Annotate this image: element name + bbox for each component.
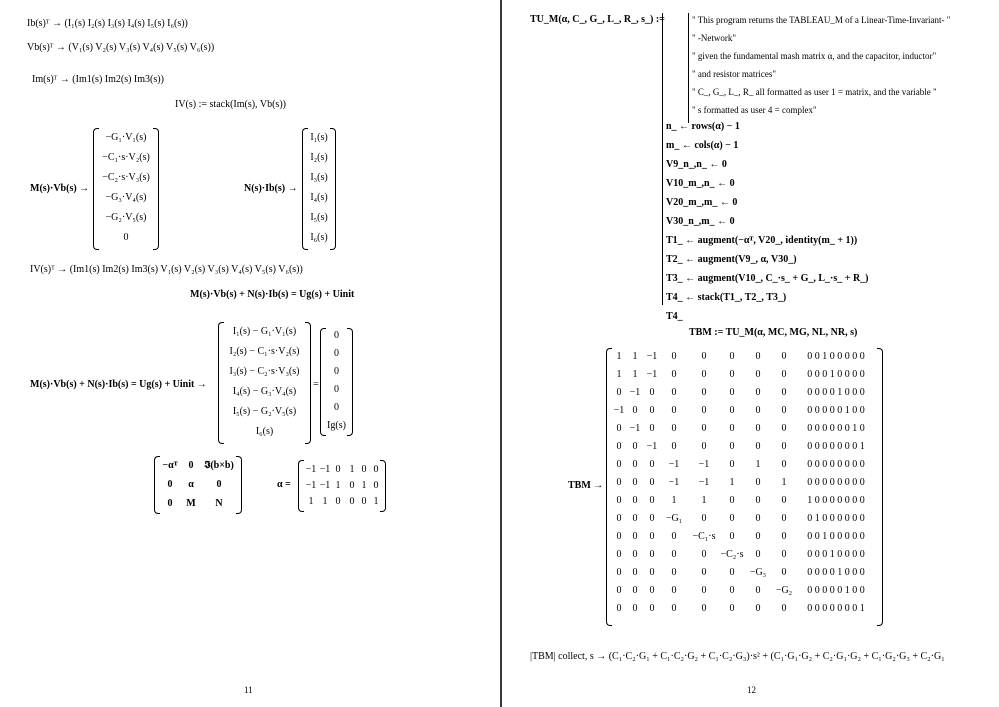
matrix-cell: 0 — [649, 513, 655, 524]
matrix-cell: 0 0 0 0 0 0 0 0 — [807, 459, 865, 470]
vector-entry: I₄(s) − G₃·V₄(s) — [232, 386, 297, 397]
vector-entry: I₅(s) — [310, 212, 328, 223]
matrix-cell: 0 — [701, 585, 707, 596]
vector-entry: I₁(s) − G₁·V₁(s) — [232, 326, 297, 337]
matrix-cell: 0 — [616, 477, 622, 488]
matrix-cell: 0 — [616, 459, 622, 470]
matrix-cell: 0 — [373, 464, 379, 475]
matrix-cell: 0 — [781, 369, 787, 380]
matrix-cell: 0 0 0 0 0 0 0 0 — [807, 477, 865, 488]
matrix-cell: 0 — [373, 480, 379, 491]
matrix-cell: 0 — [755, 531, 761, 542]
matrix-cell: 0 — [649, 495, 655, 506]
tbm-matrix — [606, 348, 883, 626]
matrix-cell: 0 — [781, 513, 787, 524]
matrix-cell: 0 — [729, 441, 735, 452]
equals-sign: = — [313, 379, 319, 390]
program-statement: T3_ ← augment(V10_, C_·s_ + G_, L_·s_ + R_) — [666, 273, 869, 284]
matrix-cell: 0 — [671, 567, 677, 578]
matrix-cell: −1 — [646, 351, 658, 362]
matrix-cell: 0 — [649, 477, 655, 488]
matrix-cell: 0 0 0 0 0 0 0 1 — [807, 603, 865, 614]
program-comment-line: " -Network" — [692, 33, 737, 43]
program-comment-line: " given the fundamental mash matrix α, and the capacitor, inductor" — [692, 51, 937, 61]
matrix-cell: 0 — [671, 423, 677, 434]
matrix-cell: 0 — [755, 351, 761, 362]
matrix-cell: −1 — [305, 464, 317, 475]
matrix-cell: 0 — [632, 495, 638, 506]
matrix-cell: 0 — [616, 423, 622, 434]
matrix-cell: −1 — [305, 480, 317, 491]
matrix-cell: 0 — [781, 531, 787, 542]
vector-entry: I₄(s) — [310, 192, 328, 203]
ib-transpose-eq: Ib(s)ᵀ → (I₁(s) I₂(s) I₃(s) I₄(s) I₅(s) I₆(s)) — [27, 18, 188, 29]
determinant-collect: |TBM| collect, s → (C₁·C₂·G₁ + C₁·C₂·G₂ + C₁·C₂·G₃)·s² + (C₁·G₁·G₂ + C₂·G₁·G₂ + C₁·G₂·G₃ + C₂·G₁ — [530, 651, 945, 662]
matrix-cell: 0 — [167, 479, 173, 490]
matrix-cell: 0 — [671, 387, 677, 398]
matrix-cell: 0 — [335, 496, 341, 507]
matrix-cell: 0 — [649, 531, 655, 542]
page-number: 11 — [244, 685, 253, 695]
matrix-cell: −C₁·s — [692, 531, 716, 542]
mv-label: M(s)·Vb(s) → — [30, 183, 90, 194]
matrix-cell: 0 — [671, 405, 677, 416]
matrix-cell: 0 0 0 0 1 0 0 0 — [807, 567, 865, 578]
matrix-cell: 0 — [701, 549, 707, 560]
vector-entry: I₅(s) − G₂·V₅(s) — [232, 406, 297, 417]
matrix-cell: 0 — [701, 405, 707, 416]
matrix-cell: 0 — [755, 585, 761, 596]
big-eq-label: M(s)·Vb(s) + N(s)·Ib(s) = Ug(s) + Uinit → — [30, 379, 207, 390]
vector-entry: I₆(s) — [310, 232, 328, 243]
program-statement: T2_ ← augment(V9_, α, V30_) — [666, 254, 797, 265]
matrix-cell: −1 — [319, 464, 331, 475]
matrix-cell: −G₁ — [665, 513, 683, 524]
matrix-cell: 0 — [781, 549, 787, 560]
matrix-cell: 0 — [755, 441, 761, 452]
iv-transpose-eq: IV(s)ᵀ → (Im1(s) Im2(s) Im3(s) V₁(s) V₂(s) V₃(s) V₄(s) V₅(s) V₆(s)) — [30, 264, 303, 275]
matrix-cell: 0 — [649, 603, 655, 614]
program-statement: n_ ← rows(α) − 1 — [666, 121, 740, 132]
matrix-cell: −αᵀ — [162, 460, 178, 471]
matrix-cell: 0 0 1 0 0 0 0 0 — [807, 351, 865, 362]
matrix-cell: 0 — [729, 387, 735, 398]
matrix-cell: 0 — [632, 549, 638, 560]
matrix-cell: 0 — [701, 351, 707, 362]
matrix-cell: 1 — [322, 496, 328, 507]
matrix-cell: 0 — [349, 496, 355, 507]
matrix-cell: N — [215, 498, 223, 509]
matrix-cell: −1 — [698, 459, 710, 470]
vector-entry: I₁(s) — [310, 132, 328, 143]
tbm-assignment: TBM := TU_M(α, MC, MG, NL, NR, s) — [689, 327, 858, 338]
matrix-cell: 0 — [632, 477, 638, 488]
matrix-cell: 0 — [649, 423, 655, 434]
vector-entry: 0 — [334, 348, 339, 359]
tbm-label: TBM → — [568, 480, 604, 491]
matrix-cell: 1 — [349, 464, 355, 475]
matrix-cell: 0 — [701, 387, 707, 398]
matrix-cell: 0 — [729, 459, 735, 470]
matrix-cell: 0 — [649, 585, 655, 596]
matrix-cell: 0 — [781, 423, 787, 434]
program-statement: V30_n_,m_ ← 0 — [666, 216, 735, 227]
matrix-cell: 0 0 0 0 0 1 0 0 — [807, 585, 865, 596]
matrix-cell: 0 — [701, 423, 707, 434]
matrix-cell: 0 0 0 1 0 0 0 0 — [807, 549, 865, 560]
program-comment-line: " s formatted as user 4 = complex" — [692, 105, 817, 115]
matrix-cell: 0 — [729, 405, 735, 416]
matrix-cell: 0 — [649, 549, 655, 560]
program-statement: T1_ ← augment(−αᵀ, V20_, identity(m_ + 1)) — [666, 235, 858, 246]
matrix-cell: 1 — [616, 369, 622, 380]
matrix-cell: 0 — [632, 567, 638, 578]
residual-vector — [218, 322, 311, 444]
matrix-cell: 1 — [373, 496, 379, 507]
matrix-cell: 0 — [649, 405, 655, 416]
matrix-cell: 0 — [188, 460, 194, 471]
matrix-cell: −1 — [698, 477, 710, 488]
kvl-equation: M(s)·Vb(s) + N(s)·Ib(s) = Ug(s) + Uinit — [190, 289, 355, 300]
alpha-matrix — [298, 460, 386, 512]
matrix-cell: 0 — [616, 387, 622, 398]
matrix-cell: 0 — [729, 585, 735, 596]
vb-transpose-eq: Vb(s)ᵀ → (V₁(s) V₂(s) V₃(s) V₄(s) V₅(s) V₆(s)) — [27, 42, 215, 53]
matrix-cell: −1 — [668, 477, 680, 488]
vector-entry: −G₂·V₅(s) — [105, 212, 147, 223]
iv-definition-eq: IV(s) := stack(Im(s), Vb(s)) — [175, 99, 286, 110]
matrix-cell: 0 — [755, 423, 761, 434]
matrix-cell: −G₃ — [749, 567, 767, 578]
ni-label: N(s)·Ib(s) → — [244, 183, 298, 194]
matrix-cell: 0 1 0 0 0 0 0 0 — [807, 513, 865, 524]
matrix-cell: 0 — [755, 405, 761, 416]
matrix-cell: 0 — [671, 351, 677, 362]
matrix-cell: 0 — [616, 585, 622, 596]
vector-entry: −C₁·s·V₂(s) — [102, 152, 150, 163]
comment-bar — [688, 13, 689, 123]
mv-vector — [93, 128, 159, 250]
vector-entry: −C₂·s·V₃(s) — [102, 172, 150, 183]
matrix-cell: 1 — [729, 477, 735, 488]
matrix-cell: 0 — [632, 405, 638, 416]
matrix-cell: 0 — [755, 513, 761, 524]
matrix-cell: 0 — [616, 531, 622, 542]
matrix-cell: 1 — [308, 496, 314, 507]
matrix-cell: −1 — [629, 423, 641, 434]
matrix-cell: 0 — [671, 441, 677, 452]
matrix-cell: M — [186, 498, 196, 509]
matrix-cell: 1 — [335, 480, 341, 491]
program-comment-line: " This program returns the TABLEAU_M of a Linear-Time-Invariant- " — [692, 15, 951, 25]
matrix-cell: 0 — [671, 531, 677, 542]
matrix-cell: 0 — [729, 603, 735, 614]
matrix-cell: 0 0 0 0 0 0 0 1 — [807, 441, 865, 452]
page-number: 12 — [747, 685, 756, 695]
page-12 — [502, 0, 999, 707]
vector-entry: I₃(s) − C₂·s·V₃(s) — [229, 366, 300, 377]
matrix-cell: 0 — [729, 423, 735, 434]
matrix-cell: 0 — [701, 513, 707, 524]
matrix-cell: 0 0 0 1 0 0 0 0 — [807, 369, 865, 380]
matrix-cell: 0 — [781, 567, 787, 578]
vector-entry: I₂(s) — [310, 152, 328, 163]
matrix-cell: 0 — [216, 479, 222, 490]
program-statement: V9_n_,n_ ← 0 — [666, 159, 727, 170]
matrix-cell: 0 — [632, 603, 638, 614]
matrix-cell: 0 — [755, 369, 761, 380]
matrix-cell: 0 — [701, 603, 707, 614]
matrix-cell: 0 — [349, 480, 355, 491]
matrix-cell: 0 0 0 0 0 0 1 0 — [807, 423, 865, 434]
matrix-cell: 1 — [616, 351, 622, 362]
matrix-cell: 0 — [701, 369, 707, 380]
vector-entry: −G₁·V₁(s) — [105, 132, 147, 143]
program-bar — [662, 13, 663, 305]
program-statement: T4_ — [666, 311, 683, 322]
vector-entry: −G₃·V₄(s) — [105, 192, 147, 203]
matrix-cell: 𝕴(b×b) — [204, 460, 234, 471]
vector-entry: 0 — [334, 402, 339, 413]
matrix-cell: 0 — [781, 495, 787, 506]
program-header: TU_M(α, C_, G_, L_, R_, s_) := — [530, 14, 665, 25]
vector-entry: 0 — [334, 384, 339, 395]
matrix-cell: 0 — [781, 351, 787, 362]
alpha-label: α = — [277, 479, 291, 490]
matrix-cell: 0 — [781, 441, 787, 452]
matrix-cell: 0 0 0 0 0 1 0 0 — [807, 405, 865, 416]
matrix-cell: 1 — [361, 480, 367, 491]
matrix-cell: 0 — [729, 513, 735, 524]
matrix-cell: 0 — [649, 567, 655, 578]
matrix-cell: 0 — [755, 603, 761, 614]
matrix-cell: 0 — [649, 459, 655, 470]
matrix-cell: 0 — [167, 498, 173, 509]
matrix-cell: 0 — [781, 459, 787, 470]
vector-entry: I₆(s) — [255, 426, 274, 437]
matrix-cell: −1 — [668, 459, 680, 470]
matrix-cell: 0 — [671, 585, 677, 596]
matrix-cell: 1 — [632, 369, 638, 380]
matrix-cell: 0 — [781, 603, 787, 614]
matrix-cell: 0 — [361, 464, 367, 475]
matrix-cell: 0 — [729, 495, 735, 506]
matrix-cell: 0 — [729, 369, 735, 380]
rhs-vector — [320, 328, 353, 436]
matrix-cell: 0 0 1 0 0 0 0 0 — [807, 531, 865, 542]
matrix-cell: 0 — [729, 351, 735, 362]
matrix-cell: 0 — [616, 513, 622, 524]
matrix-cell: 0 — [616, 549, 622, 560]
vector-entry: I₂(s) − C₁·s·V₂(s) — [229, 346, 300, 357]
matrix-cell: 0 — [729, 567, 735, 578]
program-comment-line: " and resistor matrices" — [692, 69, 777, 79]
matrix-cell: 0 — [755, 387, 761, 398]
matrix-cell: 1 — [671, 495, 677, 506]
matrix-cell: 0 — [755, 549, 761, 560]
matrix-cell: 0 — [632, 513, 638, 524]
matrix-cell: 0 — [701, 567, 707, 578]
matrix-cell: 0 — [671, 603, 677, 614]
matrix-cell: 1 — [781, 477, 787, 488]
matrix-cell: 0 — [632, 459, 638, 470]
matrix-cell: 0 — [755, 495, 761, 506]
matrix-cell: 0 — [671, 549, 677, 560]
matrix-cell: 0 0 0 0 1 0 0 0 — [807, 387, 865, 398]
program-statement: T4_ ← stack(T1_, T2_, T3_) — [666, 292, 787, 303]
program-comment-line: " C_, G_, L_, R_ all formatted as user 1 = matrix, and the variable " — [692, 87, 937, 97]
matrix-cell: 0 — [755, 477, 761, 488]
matrix-cell: 0 — [616, 441, 622, 452]
matrix-cell: 0 — [781, 387, 787, 398]
matrix-cell: 1 — [755, 459, 761, 470]
matrix-cell: −C₂·s — [720, 549, 744, 560]
ni-vector — [302, 128, 336, 250]
vector-entry: 0 — [334, 330, 339, 341]
vector-entry: 0 — [334, 366, 339, 377]
vector-entry: Ig(s) — [327, 420, 346, 431]
matrix-cell: 0 — [616, 603, 622, 614]
matrix-cell: 0 — [632, 441, 638, 452]
matrix-cell: 0 — [649, 387, 655, 398]
matrix-cell: −1 — [629, 387, 641, 398]
matrix-cell: 0 — [632, 585, 638, 596]
vector-entry: 0 — [123, 232, 129, 243]
matrix-cell: 0 — [671, 369, 677, 380]
matrix-cell: −1 — [319, 480, 331, 491]
matrix-cell: 1 — [701, 495, 707, 506]
vector-entry: I₃(s) — [310, 172, 328, 183]
tableau-block-matrix — [154, 456, 242, 514]
im-transpose-eq: Im(s)ᵀ → (Im1(s) Im2(s) Im3(s)) — [32, 74, 164, 85]
program-statement: m_ ← cols(α) − 1 — [666, 140, 739, 151]
matrix-cell: 0 — [616, 495, 622, 506]
matrix-cell: 0 — [781, 405, 787, 416]
matrix-cell: 0 — [616, 567, 622, 578]
matrix-cell: 0 — [335, 464, 341, 475]
matrix-cell: 0 — [701, 441, 707, 452]
matrix-cell: 0 — [361, 496, 367, 507]
program-statement: V10_m_,n_ ← 0 — [666, 178, 735, 189]
matrix-cell: 0 — [729, 531, 735, 542]
matrix-cell: 1 — [632, 351, 638, 362]
matrix-cell: −1 — [646, 369, 658, 380]
matrix-cell: α — [188, 479, 194, 490]
matrix-cell: −1 — [646, 441, 658, 452]
matrix-cell: 0 — [632, 531, 638, 542]
matrix-cell: −G₂ — [775, 585, 793, 596]
matrix-cell: 1 0 0 0 0 0 0 0 — [807, 495, 865, 506]
program-statement: V20_m_,m_ ← 0 — [666, 197, 738, 208]
matrix-cell: −1 — [613, 405, 625, 416]
